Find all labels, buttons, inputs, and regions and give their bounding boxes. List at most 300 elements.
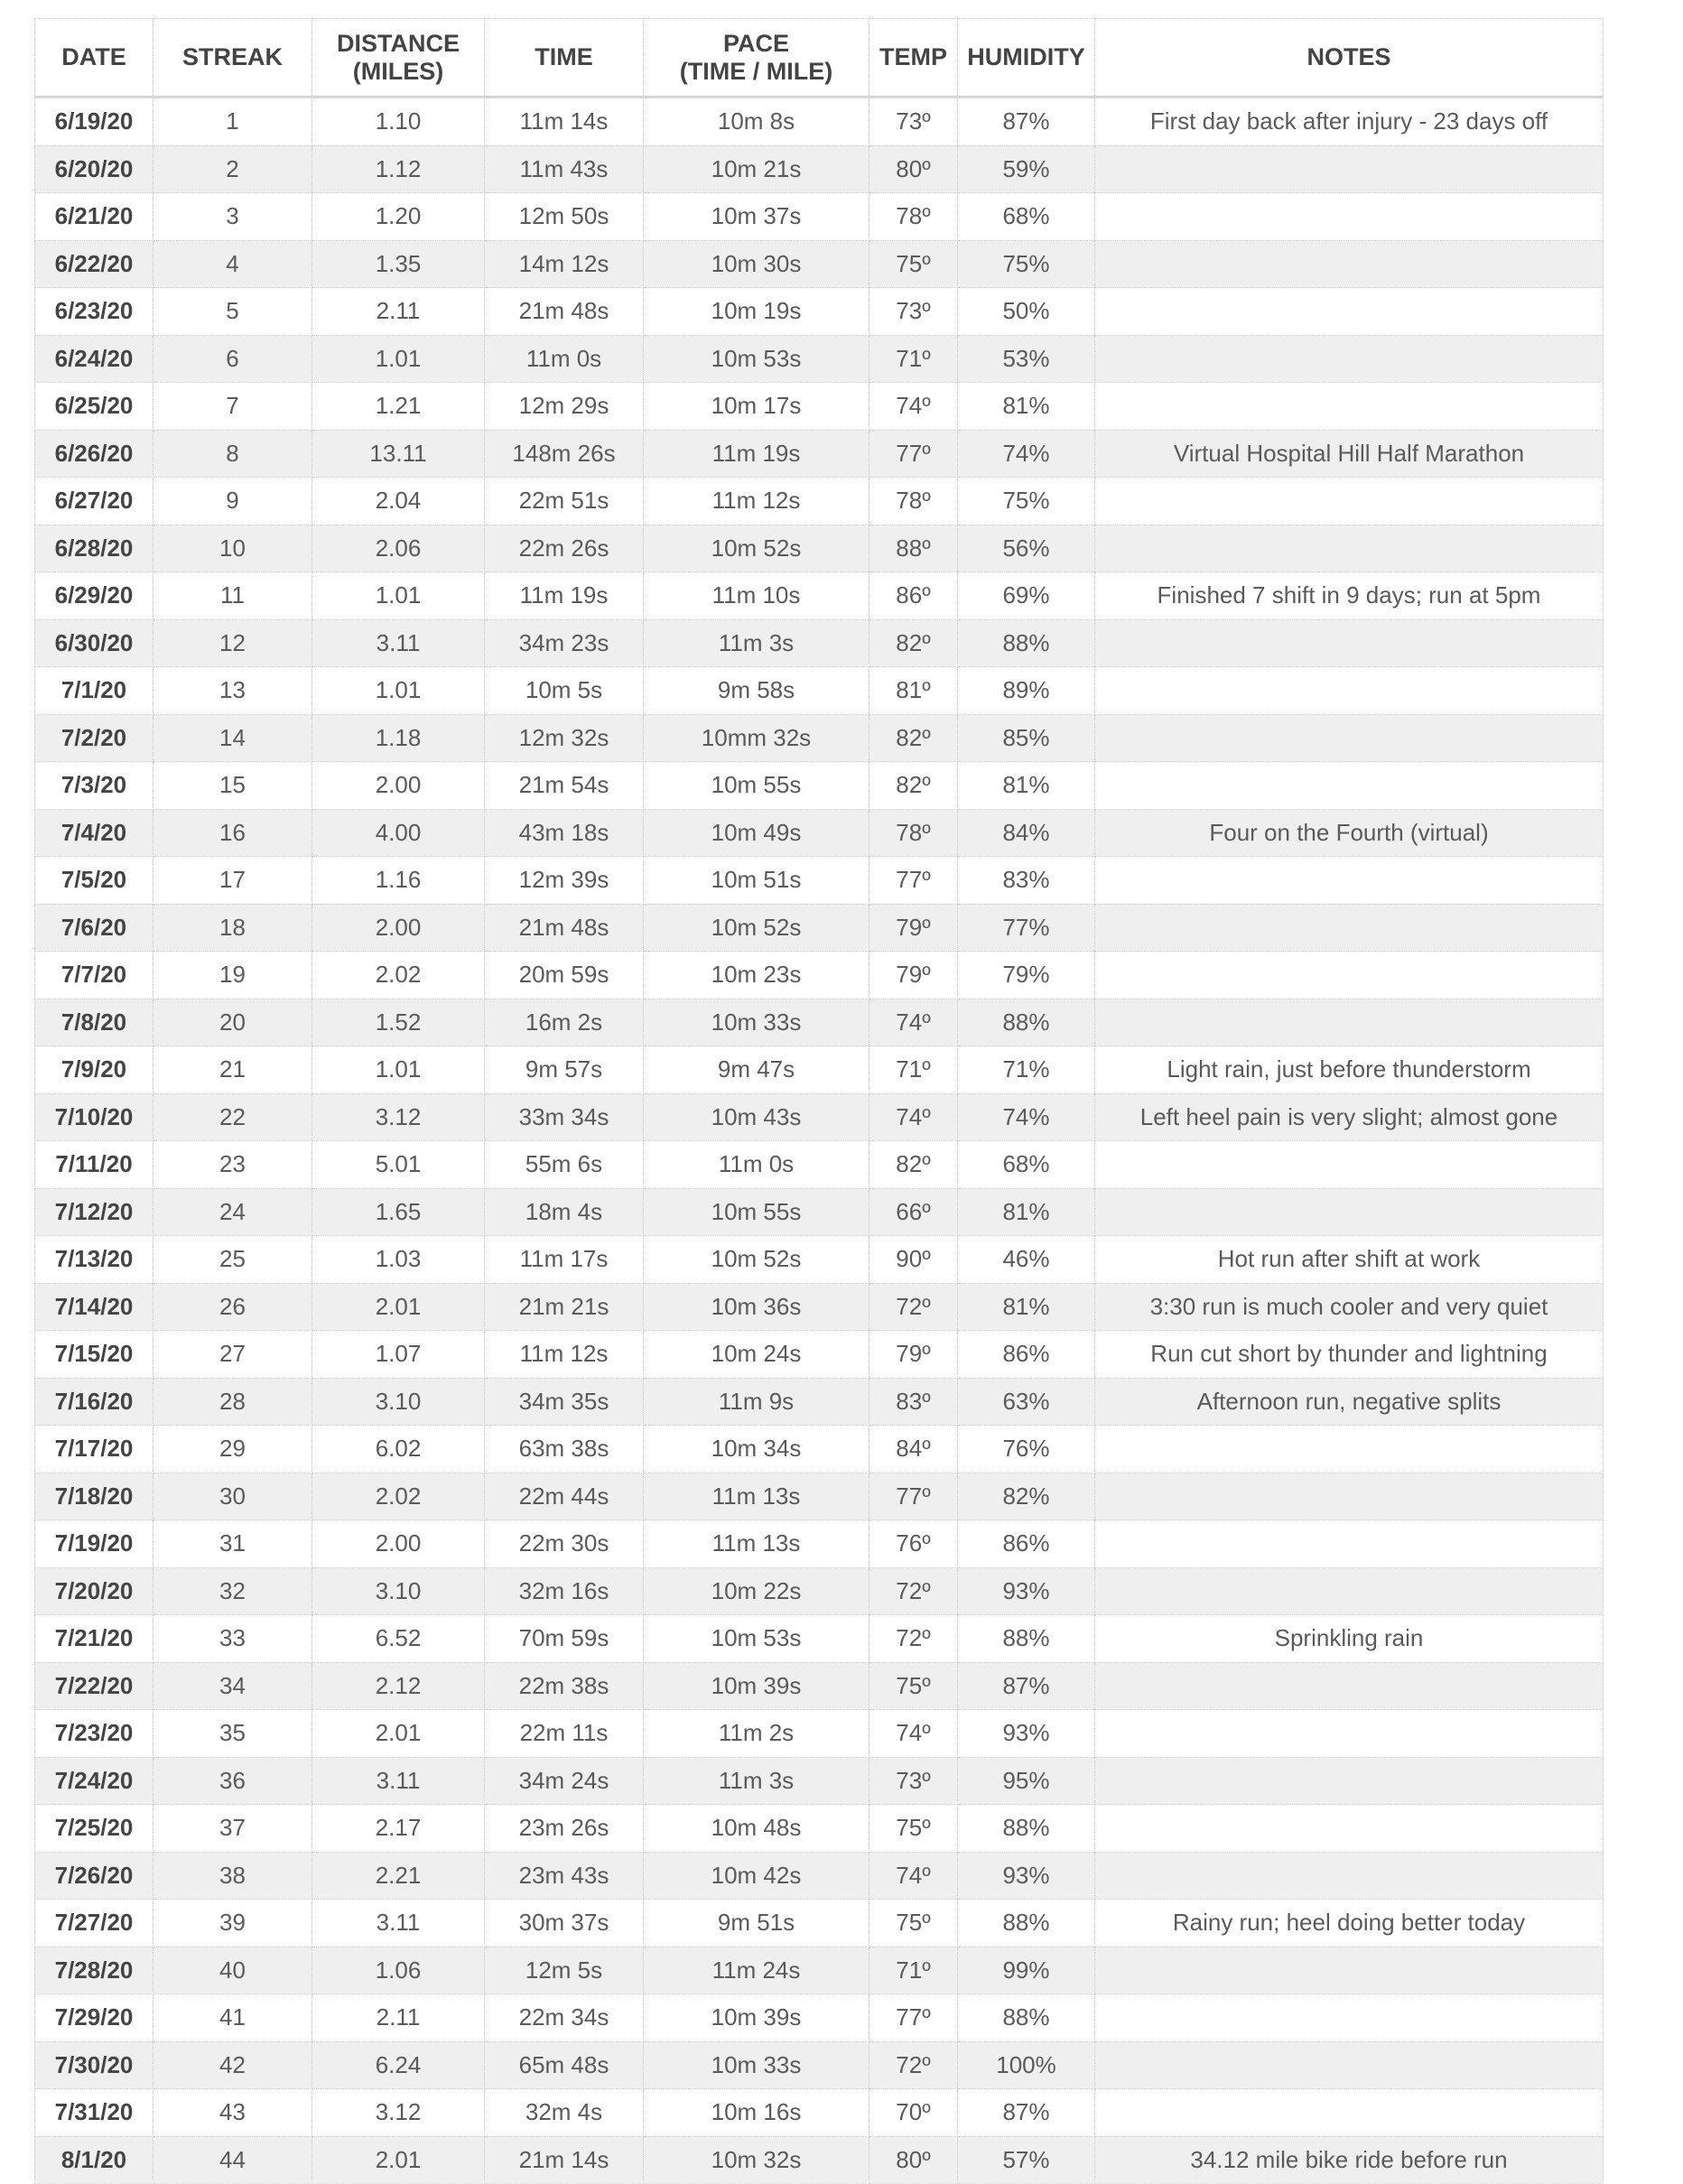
temp-cell: 81º [869, 667, 958, 715]
humidity-cell: 100% [958, 2041, 1095, 2089]
streak-cell: 26 [153, 1283, 312, 1331]
table-row [35, 478, 1604, 525]
time-cell: 70m 59s [485, 1615, 644, 1663]
table-row [35, 1615, 1604, 1663]
streak-cell: 4 [153, 240, 312, 288]
distance-cell: 3.11 [312, 1757, 485, 1805]
humidity-cell: 89% [958, 667, 1095, 715]
notes-cell [1095, 1710, 1604, 1758]
temp-cell: 73º [869, 98, 958, 146]
pace-cell: 10m 36s [644, 1283, 869, 1331]
humidity-cell: 99% [958, 1947, 1095, 1994]
humidity-cell: 93% [958, 1852, 1095, 1900]
humidity-cell: 93% [958, 1567, 1095, 1615]
distance-cell: 3.12 [312, 1093, 485, 1141]
temp-cell: 75º [869, 1805, 958, 1853]
streak-cell: 8 [153, 430, 312, 478]
distance-cell: 1.16 [312, 857, 485, 905]
notes-cell: 3:30 run is much cooler and very quiet [1095, 1283, 1604, 1331]
time-cell: 21m 54s [485, 762, 644, 810]
time-cell: 23m 26s [485, 1805, 644, 1853]
notes-cell [1095, 762, 1604, 810]
streak-cell: 24 [153, 1188, 312, 1236]
table-row [35, 714, 1604, 762]
header-time: TIME [485, 19, 644, 98]
table-row [35, 145, 1604, 193]
humidity-cell: 84% [958, 809, 1095, 857]
time-cell: 22m 34s [485, 1994, 644, 2042]
humidity-cell: 76% [958, 1426, 1095, 1473]
distance-cell: 2.06 [312, 525, 485, 572]
table-row [35, 1093, 1604, 1141]
distance-cell: 3.11 [312, 1900, 485, 1947]
notes-cell [1095, 619, 1604, 667]
time-cell: 33m 34s [485, 1093, 644, 1141]
humidity-cell: 87% [958, 1662, 1095, 1710]
streak-cell: 40 [153, 1947, 312, 1994]
distance-cell: 1.06 [312, 1947, 485, 1994]
streak-cell: 22 [153, 1093, 312, 1141]
pace-cell: 11m 12s [644, 478, 869, 525]
header-humidity: HUMIDITY [958, 19, 1095, 98]
temp-cell: 66º [869, 1188, 958, 1236]
time-cell: 65m 48s [485, 2041, 644, 2089]
time-cell: 18m 4s [485, 1188, 644, 1236]
pace-cell: 11m 9s [644, 1378, 869, 1426]
distance-cell: 2.04 [312, 478, 485, 525]
table-row [35, 999, 1604, 1046]
date-cell: 6/19/20 [35, 98, 153, 146]
pace-cell: 11m 10s [644, 572, 869, 620]
distance-cell: 2.01 [312, 2136, 485, 2184]
distance-cell: 2.11 [312, 288, 485, 336]
distance-cell: 1.01 [312, 335, 485, 383]
time-cell: 22m 11s [485, 1710, 644, 1758]
streak-cell: 43 [153, 2089, 312, 2137]
streak-cell: 17 [153, 857, 312, 905]
notes-cell: Finished 7 shift in 9 days; run at 5pm [1095, 572, 1604, 620]
date-cell: 7/21/20 [35, 1615, 153, 1663]
humidity-cell: 88% [958, 1994, 1095, 2042]
date-cell: 7/20/20 [35, 1567, 153, 1615]
pace-cell: 10m 53s [644, 1615, 869, 1663]
date-cell: 7/12/20 [35, 1188, 153, 1236]
pace-cell: 10m 19s [644, 288, 869, 336]
streak-cell: 7 [153, 383, 312, 431]
pace-cell: 11m 2s [644, 1710, 869, 1758]
distance-cell: 1.20 [312, 193, 485, 241]
pace-cell: 10m 55s [644, 1188, 869, 1236]
distance-cell: 5.01 [312, 1141, 485, 1189]
temp-cell: 82º [869, 619, 958, 667]
streak-cell: 5 [153, 288, 312, 336]
distance-cell: 3.10 [312, 1378, 485, 1426]
humidity-cell: 95% [958, 1757, 1095, 1805]
time-cell: 21m 48s [485, 288, 644, 336]
header-pace-line2: (TIME / MILE) [679, 57, 833, 85]
table-row [35, 383, 1604, 431]
streak-cell: 18 [153, 904, 312, 952]
table-row [35, 525, 1604, 572]
streak-cell: 32 [153, 1567, 312, 1615]
time-cell: 23m 43s [485, 1852, 644, 1900]
humidity-cell: 59% [958, 145, 1095, 193]
streak-cell: 9 [153, 478, 312, 525]
streak-cell: 11 [153, 572, 312, 620]
table-row [35, 240, 1604, 288]
distance-cell: 6.02 [312, 1426, 485, 1473]
notes-cell: 34.12 mile bike ride before run [1095, 2136, 1604, 2184]
temp-cell: 78º [869, 809, 958, 857]
streak-cell: 12 [153, 619, 312, 667]
notes-cell [1095, 193, 1604, 241]
humidity-cell: 81% [958, 762, 1095, 810]
table-row [35, 1520, 1604, 1568]
streak-cell: 27 [153, 1331, 312, 1379]
distance-cell: 4.00 [312, 809, 485, 857]
date-cell: 6/21/20 [35, 193, 153, 241]
pace-cell: 10m 33s [644, 2041, 869, 2089]
streak-cell: 1 [153, 98, 312, 146]
distance-cell: 2.02 [312, 1473, 485, 1520]
time-cell: 12m 50s [485, 193, 644, 241]
notes-cell [1095, 2089, 1604, 2137]
pace-cell: 11m 3s [644, 1757, 869, 1805]
time-cell: 22m 44s [485, 1473, 644, 1520]
temp-cell: 75º [869, 1662, 958, 1710]
humidity-cell: 88% [958, 1900, 1095, 1947]
time-cell: 22m 30s [485, 1520, 644, 1568]
pace-cell: 9m 58s [644, 667, 869, 715]
notes-cell [1095, 904, 1604, 952]
table-row [35, 288, 1604, 336]
time-cell: 22m 26s [485, 525, 644, 572]
table-row [35, 619, 1604, 667]
temp-cell: 75º [869, 240, 958, 288]
distance-cell: 1.35 [312, 240, 485, 288]
running-log-table [34, 18, 1604, 2184]
temp-cell: 75º [869, 1900, 958, 1947]
pace-cell: 10m 22s [644, 1567, 869, 1615]
notes-cell: First day back after injury - 23 days off [1095, 98, 1604, 146]
temp-cell: 88º [869, 525, 958, 572]
streak-cell: 2 [153, 145, 312, 193]
humidity-cell: 88% [958, 1615, 1095, 1663]
date-cell: 7/7/20 [35, 952, 153, 999]
time-cell: 21m 48s [485, 904, 644, 952]
humidity-cell: 68% [958, 193, 1095, 241]
time-cell: 16m 2s [485, 999, 644, 1046]
streak-cell: 44 [153, 2136, 312, 2184]
streak-cell: 42 [153, 2041, 312, 2089]
notes-cell: Left heel pain is very slight; almost gone [1095, 1093, 1604, 1141]
date-cell: 6/25/20 [35, 383, 153, 431]
table-row [35, 1426, 1604, 1473]
notes-cell [1095, 1520, 1604, 1568]
notes-cell [1095, 1994, 1604, 2042]
date-cell: 6/26/20 [35, 430, 153, 478]
pace-cell: 9m 47s [644, 1046, 869, 1094]
temp-cell: 72º [869, 2041, 958, 2089]
temp-cell: 77º [869, 1473, 958, 1520]
distance-cell: 2.00 [312, 1520, 485, 1568]
notes-cell [1095, 288, 1604, 336]
distance-cell: 2.21 [312, 1852, 485, 1900]
notes-cell [1095, 714, 1604, 762]
humidity-cell: 85% [958, 714, 1095, 762]
temp-cell: 72º [869, 1615, 958, 1663]
distance-cell: 1.52 [312, 999, 485, 1046]
humidity-cell: 81% [958, 1188, 1095, 1236]
date-cell: 6/24/20 [35, 335, 153, 383]
date-cell: 7/11/20 [35, 1141, 153, 1189]
table-row [35, 1567, 1604, 1615]
distance-cell: 1.10 [312, 98, 485, 146]
time-cell: 34m 35s [485, 1378, 644, 1426]
table-row [35, 762, 1604, 810]
notes-cell [1095, 1188, 1604, 1236]
date-cell: 6/27/20 [35, 478, 153, 525]
notes-cell [1095, 1473, 1604, 1520]
distance-cell: 1.07 [312, 1331, 485, 1379]
table-row [35, 1852, 1604, 1900]
humidity-cell: 86% [958, 1520, 1095, 1568]
distance-cell: 2.00 [312, 762, 485, 810]
time-cell: 11m 14s [485, 98, 644, 146]
date-cell: 7/10/20 [35, 1093, 153, 1141]
pace-cell: 10m 49s [644, 809, 869, 857]
table-row [35, 809, 1604, 857]
table-row [35, 430, 1604, 478]
header-notes: NOTES [1095, 19, 1604, 98]
time-cell: 11m 0s [485, 335, 644, 383]
date-cell: 7/22/20 [35, 1662, 153, 1710]
time-cell: 12m 5s [485, 1947, 644, 1994]
table-row [35, 2089, 1604, 2137]
date-cell: 7/9/20 [35, 1046, 153, 1094]
distance-cell: 6.52 [312, 1615, 485, 1663]
distance-cell: 3.11 [312, 619, 485, 667]
temp-cell: 90º [869, 1236, 958, 1284]
humidity-cell: 93% [958, 1710, 1095, 1758]
distance-cell: 2.02 [312, 952, 485, 999]
table-row [35, 952, 1604, 999]
notes-cell [1095, 1662, 1604, 1710]
time-cell: 22m 51s [485, 478, 644, 525]
header-row [35, 19, 1604, 98]
date-cell: 7/8/20 [35, 999, 153, 1046]
table-row [35, 335, 1604, 383]
time-cell: 21m 21s [485, 1283, 644, 1331]
table-header [35, 19, 1604, 98]
distance-cell: 1.01 [312, 667, 485, 715]
temp-cell: 74º [869, 383, 958, 431]
notes-cell [1095, 999, 1604, 1046]
temp-cell: 80º [869, 145, 958, 193]
humidity-cell: 75% [958, 240, 1095, 288]
time-cell: 148m 26s [485, 430, 644, 478]
humidity-cell: 79% [958, 952, 1095, 999]
date-cell: 7/30/20 [35, 2041, 153, 2089]
pace-cell: 9m 51s [644, 1900, 869, 1947]
temp-cell: 78º [869, 478, 958, 525]
notes-cell: Run cut short by thunder and lightning [1095, 1331, 1604, 1379]
temp-cell: 77º [869, 857, 958, 905]
pace-cell: 11m 3s [644, 619, 869, 667]
pace-cell: 10m 48s [644, 1805, 869, 1853]
streak-cell: 19 [153, 952, 312, 999]
notes-cell: Afternoon run, negative splits [1095, 1378, 1604, 1426]
table-row [35, 98, 1604, 146]
header-pace [644, 19, 869, 98]
pace-cell: 10m 52s [644, 525, 869, 572]
header-distance [312, 19, 485, 98]
streak-cell: 25 [153, 1236, 312, 1284]
table-row [35, 1947, 1604, 1994]
date-cell: 8/1/20 [35, 2136, 153, 2184]
running-log-sheet [34, 18, 1603, 2184]
temp-cell: 71º [869, 1947, 958, 1994]
table-row [35, 1805, 1604, 1853]
streak-cell: 3 [153, 193, 312, 241]
notes-cell [1095, 478, 1604, 525]
date-cell: 7/19/20 [35, 1520, 153, 1568]
temp-cell: 71º [869, 1046, 958, 1094]
date-cell: 6/22/20 [35, 240, 153, 288]
temp-cell: 80º [869, 2136, 958, 2184]
humidity-cell: 53% [958, 335, 1095, 383]
table-row [35, 1141, 1604, 1189]
humidity-cell: 68% [958, 1141, 1095, 1189]
header-streak: STREAK [153, 19, 312, 98]
notes-cell: Four on the Fourth (virtual) [1095, 809, 1604, 857]
table-row [35, 1757, 1604, 1805]
temp-cell: 76º [869, 1520, 958, 1568]
streak-cell: 15 [153, 762, 312, 810]
humidity-cell: 56% [958, 525, 1095, 572]
humidity-cell: 63% [958, 1378, 1095, 1426]
date-cell: 6/23/20 [35, 288, 153, 336]
pace-cell: 10m 43s [644, 1093, 869, 1141]
humidity-cell: 87% [958, 98, 1095, 146]
streak-cell: 10 [153, 525, 312, 572]
streak-cell: 33 [153, 1615, 312, 1663]
humidity-cell: 81% [958, 1283, 1095, 1331]
humidity-cell: 88% [958, 999, 1095, 1046]
temp-cell: 71º [869, 335, 958, 383]
table-row [35, 1662, 1604, 1710]
notes-cell [1095, 1567, 1604, 1615]
table-row [35, 1900, 1604, 1947]
pace-cell: 11m 19s [644, 430, 869, 478]
temp-cell: 78º [869, 193, 958, 241]
time-cell: 10m 5s [485, 667, 644, 715]
date-cell: 7/18/20 [35, 1473, 153, 1520]
pace-cell: 11m 13s [644, 1520, 869, 1568]
date-cell: 7/26/20 [35, 1852, 153, 1900]
streak-cell: 21 [153, 1046, 312, 1094]
time-cell: 11m 12s [485, 1331, 644, 1379]
time-cell: 22m 38s [485, 1662, 644, 1710]
table-row [35, 1378, 1604, 1426]
pace-cell: 10m 39s [644, 1662, 869, 1710]
table-row [35, 1710, 1604, 1758]
humidity-cell: 86% [958, 1331, 1095, 1379]
temp-cell: 72º [869, 1567, 958, 1615]
notes-cell [1095, 1852, 1604, 1900]
humidity-cell: 82% [958, 1473, 1095, 1520]
streak-cell: 41 [153, 1994, 312, 2042]
table-row [35, 2136, 1604, 2184]
distance-cell: 1.21 [312, 383, 485, 431]
table-row [35, 667, 1604, 715]
streak-cell: 16 [153, 809, 312, 857]
time-cell: 32m 16s [485, 1567, 644, 1615]
date-cell: 7/28/20 [35, 1947, 153, 1994]
pace-cell: 10m 39s [644, 1994, 869, 2042]
time-cell: 11m 19s [485, 572, 644, 620]
temp-cell: 77º [869, 1994, 958, 2042]
humidity-cell: 81% [958, 383, 1095, 431]
distance-cell: 1.03 [312, 1236, 485, 1284]
table-row [35, 193, 1604, 241]
time-cell: 43m 18s [485, 809, 644, 857]
temp-cell: 70º [869, 2089, 958, 2137]
pace-cell: 10m 32s [644, 2136, 869, 2184]
notes-cell [1095, 857, 1604, 905]
pace-cell: 10m 21s [644, 145, 869, 193]
humidity-cell: 75% [958, 478, 1095, 525]
streak-cell: 29 [153, 1426, 312, 1473]
pace-cell: 10m 55s [644, 762, 869, 810]
date-cell: 7/2/20 [35, 714, 153, 762]
distance-cell: 2.17 [312, 1805, 485, 1853]
header-distance-line2: (MILES) [352, 57, 444, 85]
time-cell: 63m 38s [485, 1426, 644, 1473]
pace-cell: 10m 33s [644, 999, 869, 1046]
notes-cell: Light rain, just before thunderstorm [1095, 1046, 1604, 1094]
streak-cell: 37 [153, 1805, 312, 1853]
notes-cell [1095, 667, 1604, 715]
time-cell: 11m 43s [485, 145, 644, 193]
streak-cell: 28 [153, 1378, 312, 1426]
notes-cell [1095, 145, 1604, 193]
time-cell: 12m 32s [485, 714, 644, 762]
time-cell: 55m 6s [485, 1141, 644, 1189]
pace-cell: 11m 0s [644, 1141, 869, 1189]
notes-cell [1095, 240, 1604, 288]
streak-cell: 14 [153, 714, 312, 762]
temp-cell: 72º [869, 1283, 958, 1331]
date-cell: 7/14/20 [35, 1283, 153, 1331]
time-cell: 34m 24s [485, 1757, 644, 1805]
date-cell: 7/27/20 [35, 1900, 153, 1947]
pace-cell: 10m 16s [644, 2089, 869, 2137]
date-cell: 7/3/20 [35, 762, 153, 810]
pace-cell: 10m 52s [644, 904, 869, 952]
humidity-cell: 69% [958, 572, 1095, 620]
distance-cell: 1.18 [312, 714, 485, 762]
notes-cell [1095, 1426, 1604, 1473]
header-distance-line1: DISTANCE [336, 29, 460, 57]
time-cell: 12m 29s [485, 383, 644, 431]
distance-cell: 1.01 [312, 572, 485, 620]
temp-cell: 77º [869, 430, 958, 478]
table-row [35, 572, 1604, 620]
pace-cell: 10m 34s [644, 1426, 869, 1473]
humidity-cell: 74% [958, 1093, 1095, 1141]
pace-cell: 10m 51s [644, 857, 869, 905]
